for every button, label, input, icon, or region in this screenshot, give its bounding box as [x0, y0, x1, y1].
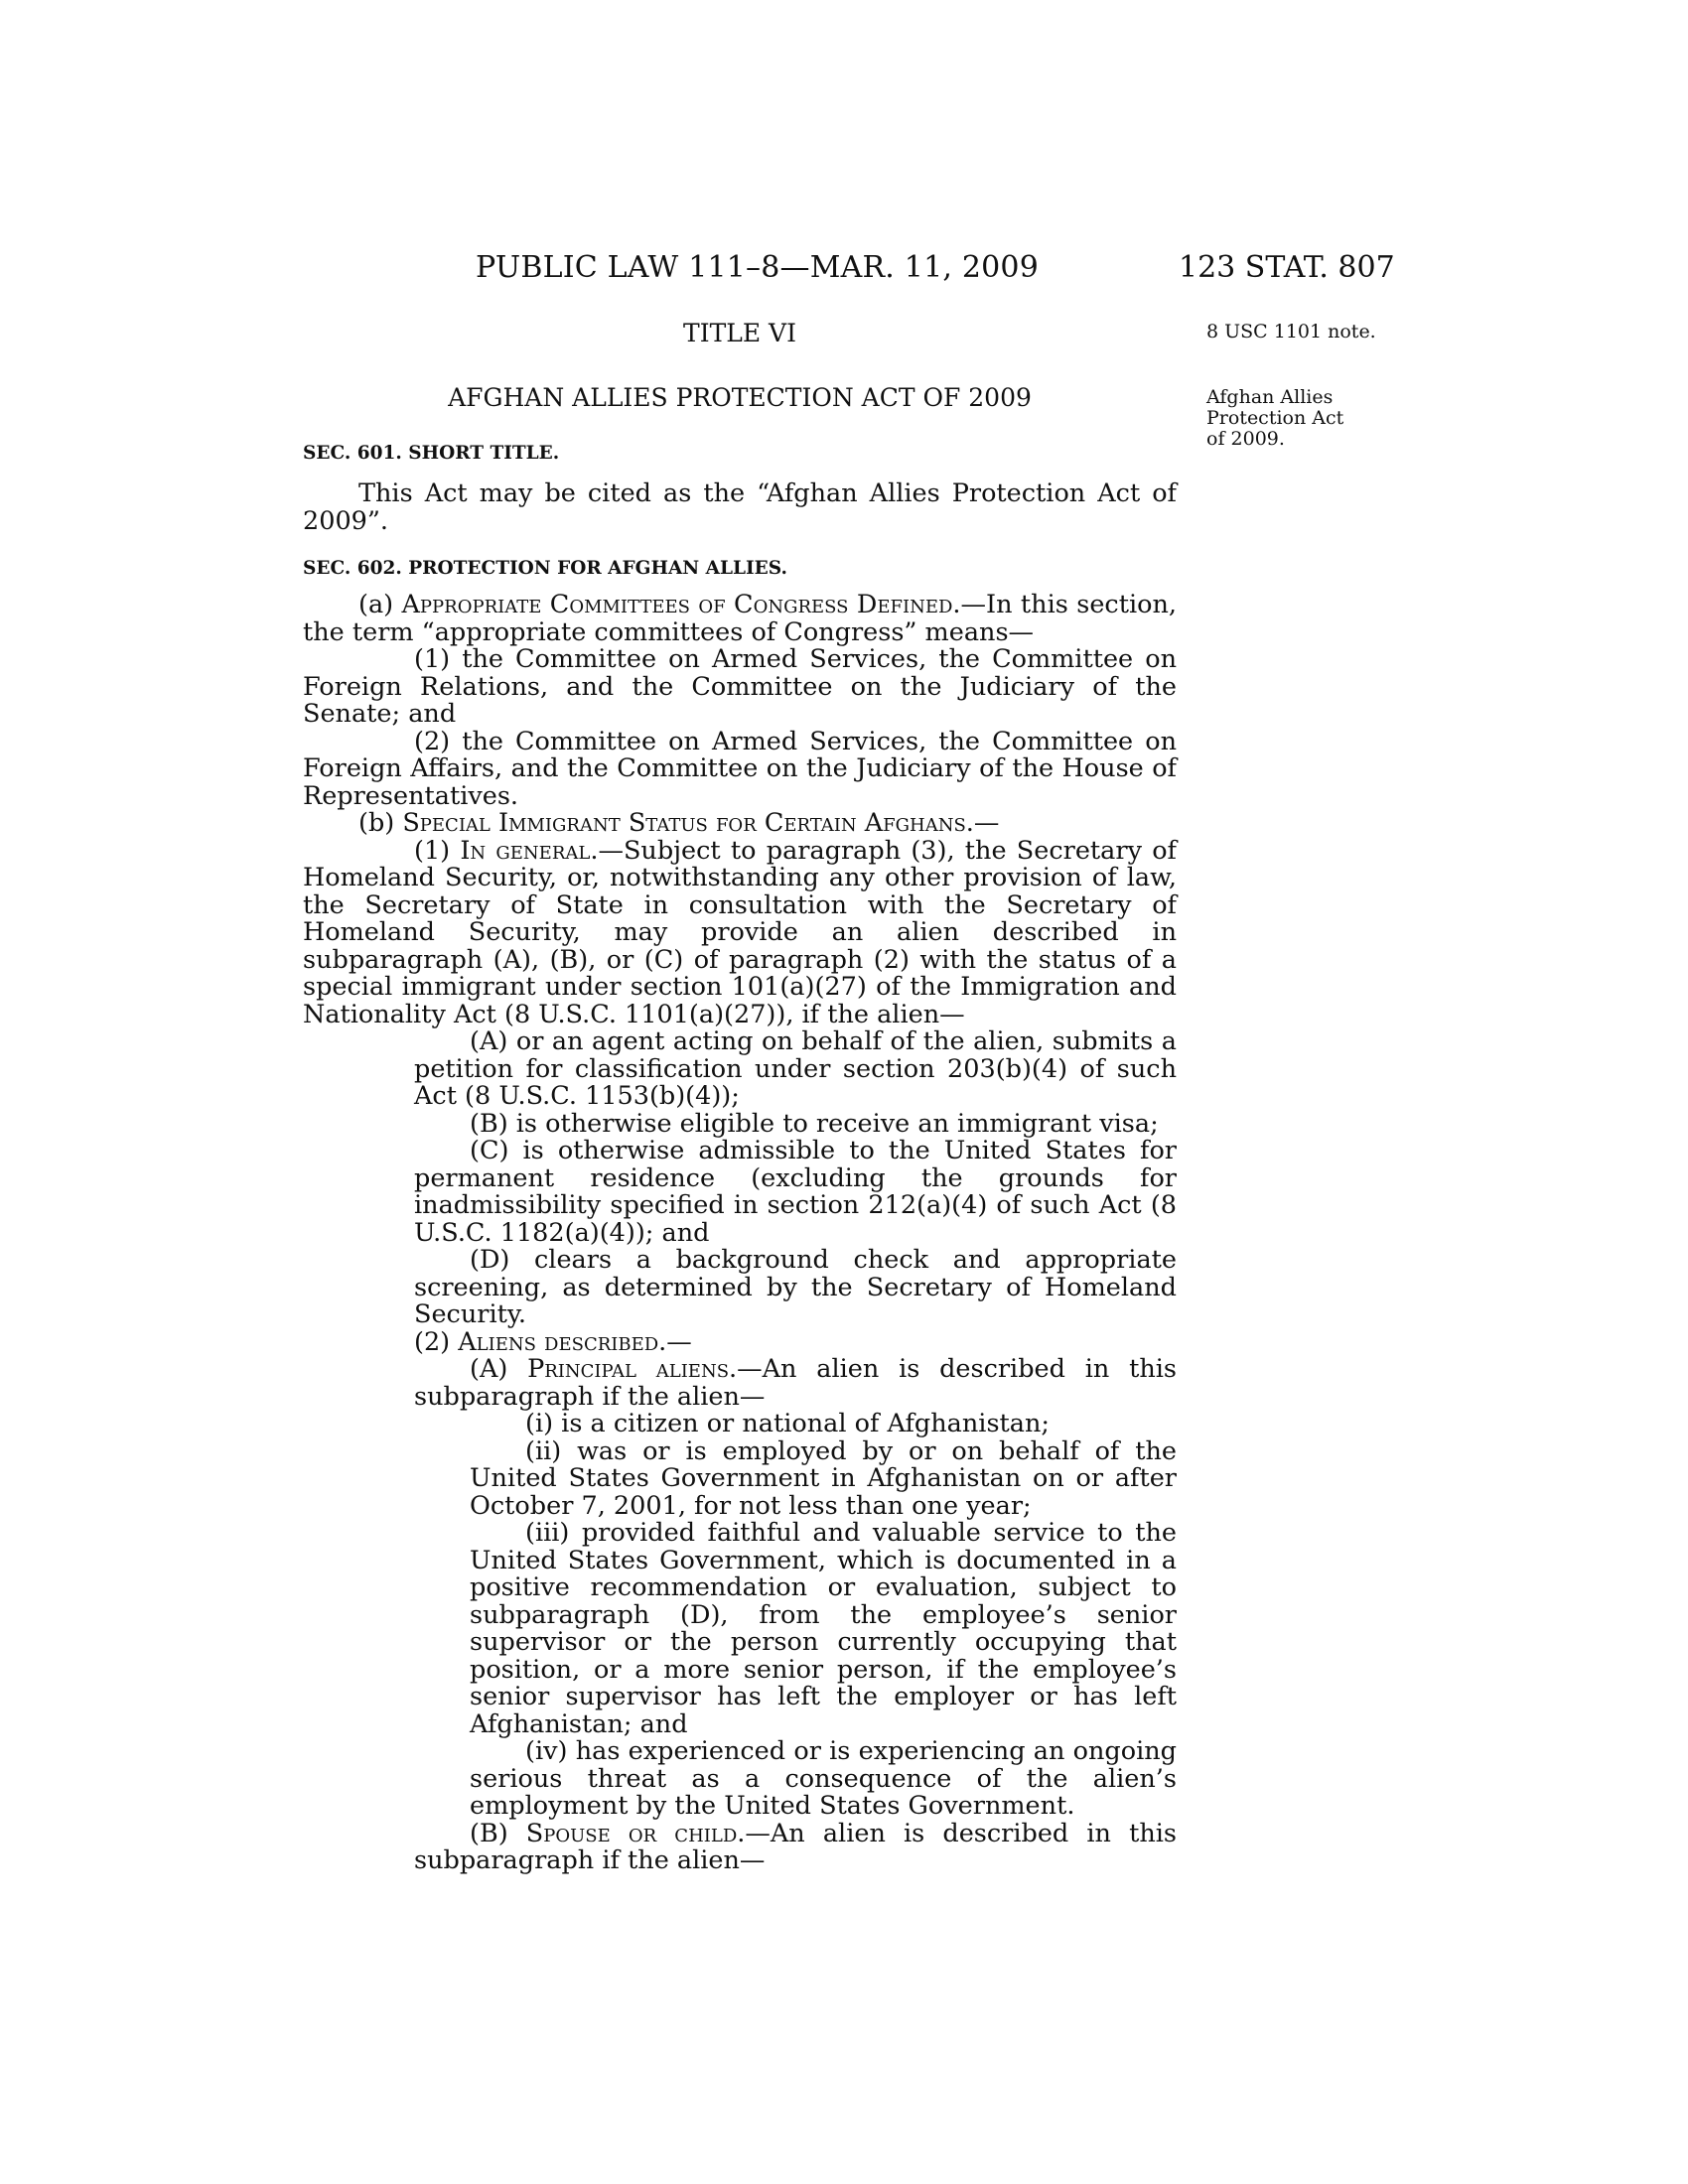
paragraph-b2-text: — [666, 1326, 692, 1357]
subparagraph-b2B [414, 1818, 1177, 1875]
paragraph-b2 [303, 1326, 1177, 1357]
paragraph-b1 [303, 835, 1177, 1029]
subparagraph-b2A-text: —An alien is described in this subparagraph if the alien— [414, 1354, 1178, 1412]
title-name: AFGHAN ALLIES PROTECTION ACT OF 2009 [448, 383, 1032, 412]
clause-b2A-iv: (iv) has experienced or is experiencing an ongoing serious threat as a consequence of the alien’s employment by the United States Government. [470, 1736, 1177, 1821]
sec-601-body [303, 480, 1177, 535]
running-head: PUBLIC LAW 111–8—MAR. 11, 2009 [476, 250, 1039, 285]
subparagraph-b1D: (D) clears a background check and appropriate screening, as determined by the Secretary of Homeland Security. [414, 1245, 1177, 1329]
subparagraph-b2A [414, 1356, 1177, 1411]
paragraph-b1-label: (1) [414, 835, 461, 866]
clause-b2A-i: (i) is a citizen or national of Afghanistan; [525, 1409, 1051, 1438]
subsection-b-text: — [973, 808, 1000, 838]
paragraph-b2-label: (2) [414, 1326, 459, 1357]
subsection-a [303, 592, 1177, 646]
subparagraph-b1B: (B) is otherwise eligible to receive an immigrant visa; [470, 1108, 1159, 1139]
sec-602-body [303, 592, 1177, 1875]
subsection-a-text: —In this section, the term “appropriate committees of Congress” means— [303, 590, 1177, 647]
paragraph-b2-caption: Aliens described. [458, 1326, 667, 1357]
subsection-a-caption: Appropriate Committees of Congress Defined. [401, 590, 961, 619]
statute-page-number: 123 STAT. 807 [1179, 250, 1395, 285]
subsection-b-caption: Special Immigrant Status for Certain Afghans. [402, 808, 974, 838]
subparagraph-b2B-text: —An alien is described in this subparagraph if the alien— [414, 1818, 1177, 1875]
subsection-a-label: (a) [358, 590, 402, 619]
clause-b2A-iii: (iii) provided faithful and valuable service to the United States Government, which is documented in a positive recommendation or evaluation, subject to subparagraph (D), from the employee’s senior supervisor or the person currently occupying that position, or a more senior person, if the employee’s senior supervisor has left the employer or has left Afghanistan; and [470, 1518, 1177, 1739]
sec-602-heading: SEC. 602. PROTECTION FOR AFGHAN ALLIES. [303, 558, 787, 579]
subparagraph-b1C: (C) is otherwise admissible to the United States for permanent residence (excluding the grounds for inadmissibility specified in section 212(a)(4) of such Act (8 U.S.C. 1182(a)(4)); and [414, 1136, 1177, 1248]
clause-b2A-ii: (ii) was or is employed by or on behalf of the United States Government in Afghanistan on or after October 7, 2001, for not less than one year; [470, 1435, 1177, 1521]
subparagraph-b1A: (A) or an agent acting on behalf of the alien, submits a petition for classification under section 203(b)(4) of such Act (8 U.S.C. 1153(b)(4)); [414, 1026, 1177, 1111]
subparagraph-b2A-label: (A) [470, 1354, 528, 1384]
subsection-b [303, 810, 1177, 838]
subparagraph-b2A-caption: Principal aliens. [527, 1354, 738, 1384]
subsection-b-label: (b) [358, 808, 403, 838]
subparagraph-b2B-caption: Spouse or child. [525, 1818, 746, 1848]
margin-note-act-name: Afghan Allies Protection Act of 2009. [1206, 386, 1344, 450]
title-number: TITLE VI [683, 319, 796, 347]
margin-note-usc: 8 USC 1101 note. [1206, 321, 1376, 342]
sec-601-text: This Act may be cited as the “Afghan Allies Protection Act of 2009”. [303, 478, 1177, 536]
subparagraph-b2B-label: (B) [470, 1818, 526, 1848]
sec-601-heading: SEC. 601. SHORT TITLE. [303, 443, 560, 464]
paragraph-a2: (2) the Committee on Armed Services, the Committee on Foreign Affairs, and the Committee on the Judiciary of the House of Representatives. [303, 726, 1177, 811]
paragraph-b1-caption: In general. [460, 835, 599, 866]
paragraph-b1-text: —Subject to paragraph (3), the Secretary of Homeland Security, or, notwithstanding any other provision of law, the Secretary of State in consultation with the Secretary of Homeland Security, may provide an alien described in subparagraph (A), (B), or (C) of paragraph (2) with the status of a special immigrant under section 101(a)(27) of the Immigration and Nationality Act (8 U.S.C. 1101(a)(27)), if the alien— [303, 835, 1177, 1029]
paragraph-a1: (1) the Committee on Armed Services, the Committee on Foreign Relations, and the Committee on the Judiciary of the Senate; and [303, 644, 1177, 729]
